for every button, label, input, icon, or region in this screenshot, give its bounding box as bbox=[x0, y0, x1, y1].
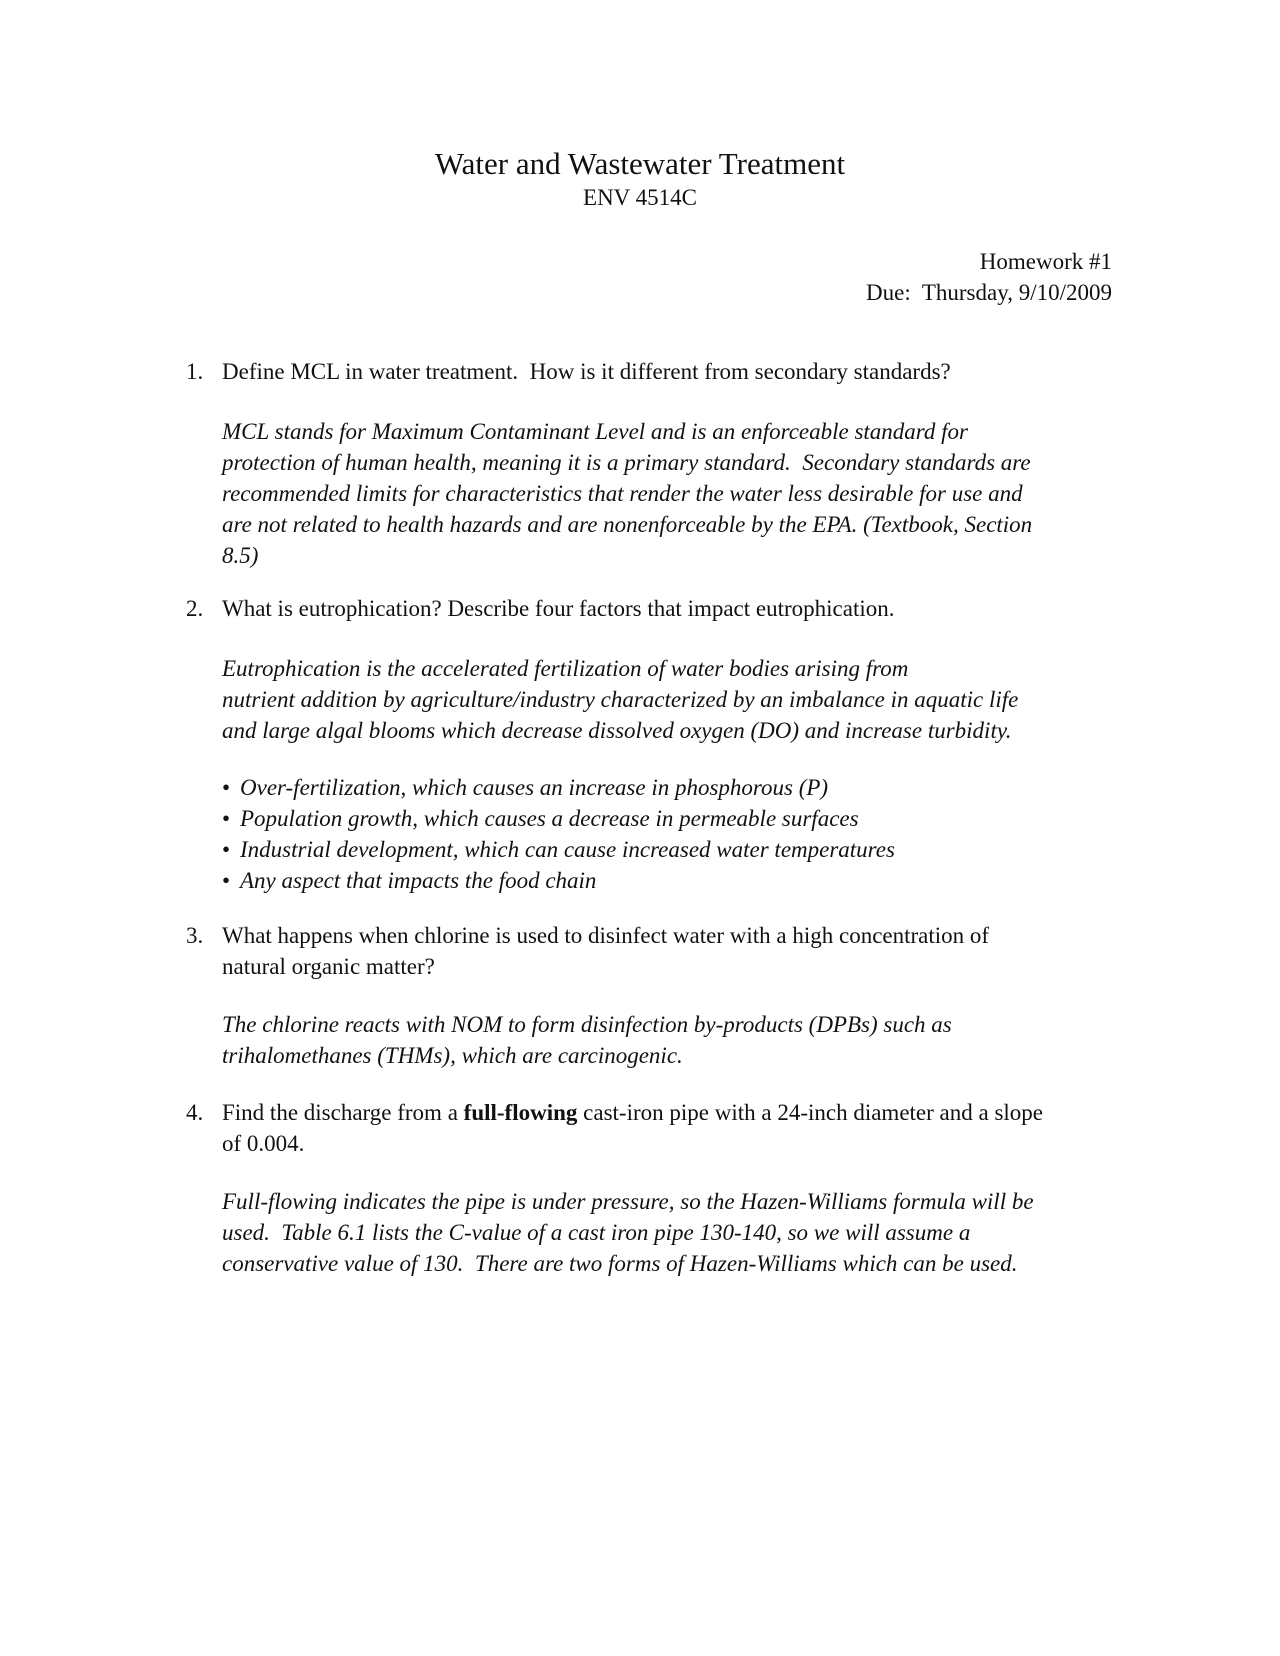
answer-line: are not related to health hazards and are nonenforceable by the EPA. (Textbook, Section bbox=[222, 512, 1033, 537]
bullet-icon: • bbox=[222, 806, 231, 831]
homework-info bbox=[866, 246, 1112, 308]
due-date: Due: Thursday, 9/10/2009 bbox=[866, 280, 1112, 305]
question-number: 1. bbox=[186, 359, 204, 384]
answer-1 bbox=[222, 416, 1122, 571]
bullet-icon: • bbox=[222, 837, 231, 862]
answer-4 bbox=[222, 1186, 1122, 1279]
question-number: 2. bbox=[186, 596, 204, 621]
answer-3 bbox=[222, 1009, 1122, 1071]
list-item: • Any aspect that impacts the food chain bbox=[222, 865, 1122, 896]
answer-line: The chlorine reacts with NOM to form disinfection by-products (DPBs) such as bbox=[222, 1012, 952, 1037]
list-item: • Industrial development, which can cause increased water temperatures bbox=[222, 834, 1122, 865]
answer-line: conservative value of 130. There are two forms of Hazen-Williams which can be used. bbox=[222, 1251, 1018, 1276]
factor-list bbox=[222, 772, 1122, 896]
answer-line: MCL stands for Maximum Contaminant Level and is an enforceable standard for bbox=[222, 419, 968, 444]
emphasis-text: full-flowing bbox=[463, 1100, 578, 1125]
answer-line: and large algal blooms which decrease dissolved oxygen (DO) and increase turbidity. bbox=[222, 718, 1012, 743]
bullet-icon: • bbox=[222, 775, 231, 800]
answer-line: trihalomethanes (THMs), which are carcinogenic. bbox=[222, 1043, 683, 1068]
question-number: 4. bbox=[186, 1100, 204, 1125]
course-code: ENV 4514C bbox=[583, 185, 697, 210]
question-text: What happens when chlorine is used to disinfect water with a high concentration of natural organic matter? bbox=[222, 923, 990, 979]
answer-line: Eutrophication is the accelerated fertilization of water bodies arising from bbox=[222, 656, 909, 681]
list-item: • Population growth, which causes a decrease in permeable surfaces bbox=[222, 803, 1122, 834]
question-text: Find the discharge from a full-flowing cast-iron pipe with a 24-inch diameter and a slope of 0.004. bbox=[222, 1100, 1043, 1156]
bullet-icon: • bbox=[222, 868, 231, 893]
question-text: Define MCL in water treatment. How is it different from secondary standards? bbox=[222, 359, 951, 384]
document-title: Water and Wastewater Treatment bbox=[434, 146, 846, 181]
question-number: 3. bbox=[186, 923, 204, 948]
list-item: • Over-fertilization, which causes an increase in phosphorous (P) bbox=[222, 772, 1122, 803]
homework-number: Homework #1 bbox=[979, 249, 1112, 274]
answer-line: protection of human health, meaning it is a primary standard. Secondary standards are bbox=[222, 450, 1031, 475]
answer-line: 8.5) bbox=[222, 543, 259, 568]
answer-line: recommended limits for characteristics that render the water less desirable for use and bbox=[222, 481, 1023, 506]
answer-2 bbox=[222, 653, 1122, 746]
answer-line: used. Table 6.1 lists the C-value of a cast iron pipe 130-140, so we will assume a bbox=[222, 1220, 971, 1245]
answer-line: nutrient addition by agriculture/industry characterized by an imbalance in aquatic life bbox=[222, 687, 1019, 712]
question-text: What is eutrophication? Describe four factors that impact eutrophication. bbox=[222, 596, 895, 621]
answer-line: Full-flowing indicates the pipe is under pressure, so the Hazen-Williams formula will be bbox=[222, 1189, 1034, 1214]
